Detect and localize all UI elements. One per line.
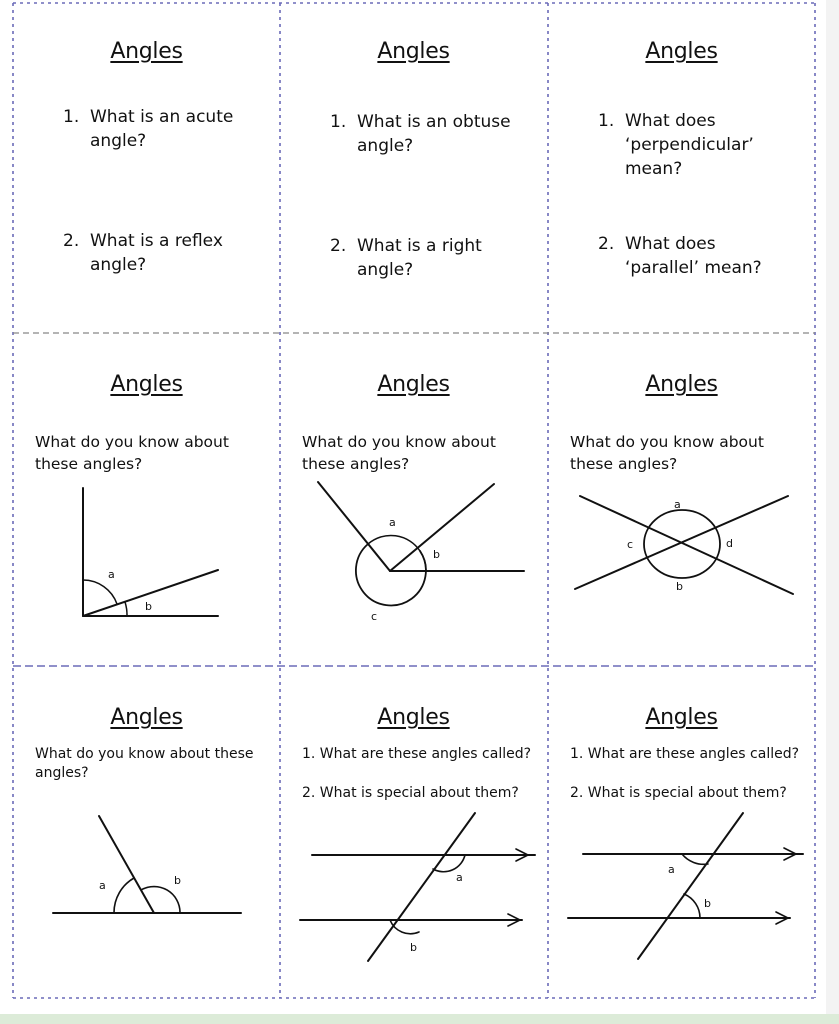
card-title: Angles [110, 39, 183, 64]
card-obtuse-right: Angles 1. What is an obtuse angle? 2. What is a right angle? [280, 3, 547, 335]
question-1: 1. What are these angles called? [302, 746, 532, 762]
card-title: Angles [645, 39, 718, 64]
label-b: b [676, 580, 683, 593]
card-prompt: What do you know about these angles? [302, 433, 496, 473]
label-b: b [433, 548, 440, 561]
label-a: a [674, 498, 681, 511]
angles-at-point-diagram [280, 336, 547, 668]
card-title: Angles [645, 705, 718, 730]
card-title: Angles [110, 372, 183, 397]
card-acute-reflex: Angles 1. What is an acute angle? 2. What is a reflex angle? [13, 3, 280, 335]
card-title: Angles [377, 372, 450, 397]
angle-arc-b [684, 894, 700, 918]
label-a: a [668, 863, 675, 876]
transversal [638, 813, 743, 959]
angle-arc-a [83, 580, 117, 604]
reflex-arc-c [356, 544, 426, 605]
label-a: a [456, 871, 463, 884]
label-c: c [627, 538, 634, 551]
label-b: b [174, 874, 181, 887]
parallel-lines-diagram [548, 669, 815, 1001]
card-angles-on-line [13, 669, 280, 1001]
page-edge-strip [826, 0, 839, 1014]
card-alternate-angles [280, 669, 547, 1001]
question-1: 1. What are these angles called? [570, 746, 800, 762]
label-b: b [145, 600, 152, 613]
question-2: 2. What is special about them? [302, 785, 519, 801]
slanted-line [99, 816, 154, 913]
card-corresponding-angles [548, 669, 815, 1001]
ray-upper-right [390, 484, 494, 571]
card-title: Angles [377, 39, 450, 64]
label-a: a [389, 516, 396, 529]
card-complementary-angles [13, 336, 280, 668]
angle-arc-a [114, 878, 134, 913]
card-prompt: What do you know about these angles? [35, 433, 229, 473]
angle-arc-a [368, 535, 420, 551]
transversal [368, 813, 475, 961]
parallel-lines-diagram [280, 669, 547, 1001]
card-title: Angles [645, 372, 718, 397]
label-b: b [704, 897, 711, 910]
card-angles-around-point [280, 336, 547, 668]
card-title: Angles [110, 705, 183, 730]
card-perpendicular-parallel: Angles 1. What does ‘perpendicular’ mean? 2. What does ‘parallel’ mean? [548, 3, 815, 335]
angle-arc-a [682, 854, 708, 864]
label-a: a [108, 568, 115, 581]
label-a: a [99, 879, 106, 892]
angles-on-line-diagram [13, 669, 280, 1001]
angle-arc-b [125, 602, 127, 616]
crossing-lines-diagram [548, 336, 815, 668]
ray-upper-left [318, 482, 390, 571]
question-2: 2. What is special about them? [570, 785, 787, 801]
card-title: Angles [377, 705, 450, 730]
angle-arc-b [390, 920, 419, 934]
card-prompt: What do you know about these angles? [570, 433, 764, 473]
label-b: b [410, 941, 417, 954]
bottom-edge-strip [0, 1014, 839, 1024]
label-d: d [726, 537, 733, 550]
right-angle-diagram [13, 336, 280, 668]
card-prompt: What do you know about these angles? [35, 746, 254, 781]
card-vertically-opposite [548, 336, 815, 668]
label-c: c [371, 610, 378, 623]
